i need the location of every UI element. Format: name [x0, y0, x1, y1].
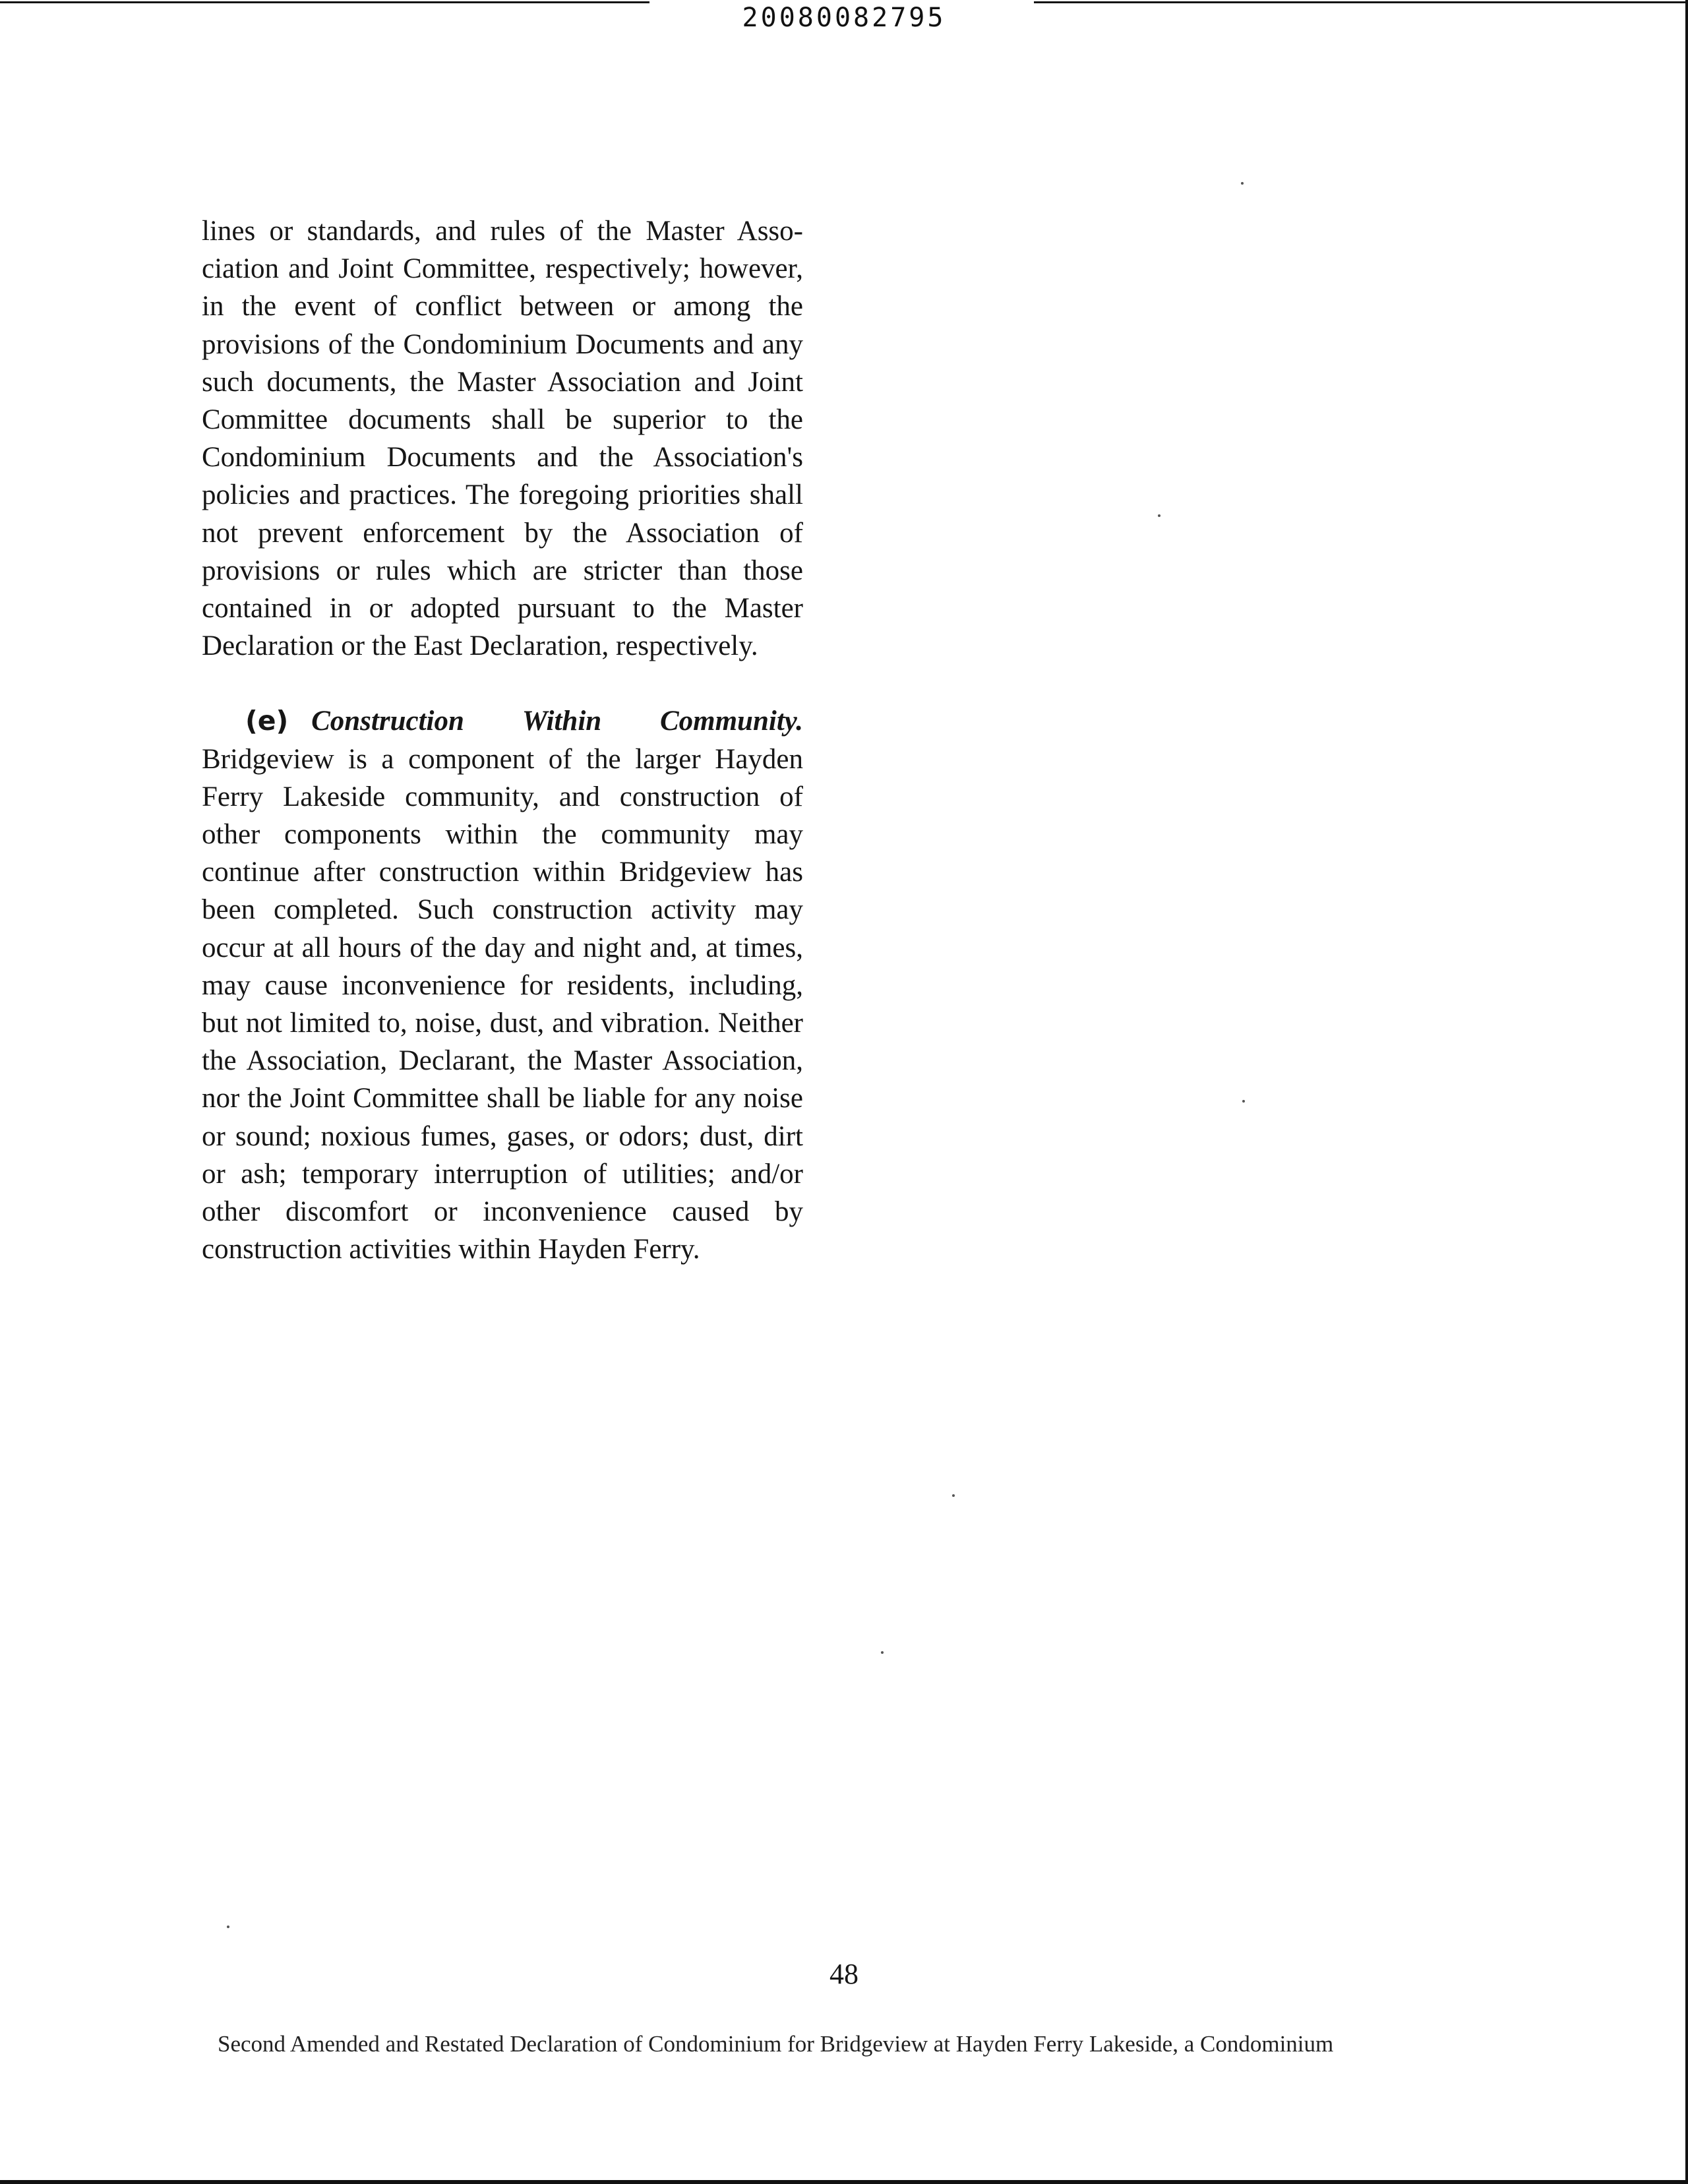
- scan-speck: [1241, 182, 1244, 185]
- scan-border-right: [1685, 0, 1688, 2184]
- scan-border-bottom: [0, 2180, 1688, 2184]
- footer-title: Second Amended and Restated Declaration of Condominium for Bridgeview at Hayden Ferry Lakeside, a Condominium: [218, 2031, 1334, 2057]
- scan-speck: [952, 1494, 955, 1497]
- continuation-paragraph: lines or standards, and rules of the Master Association and Joint Committee, respectively; however, in the event of conflict between or among the provisions of the Condominium Documents and any such documents, the Master Association and Joint Committee documents shall be superior to the Condominium Documents and the Association's policies and practices. The foregoing priorities shall not prevent enforcement by the Association of provisions or rules which are stricter than those contained in or adopted pursuant to the Master Declaration or the East Declaration, respectively.: [202, 216, 803, 662]
- section-e-text: Bridgeview is a component of the larger Hayden Ferry Lakeside community, and construction of other components within the community may continue after construction within Bridgeview has been completed. Such construction activity may occur at all hours of the day and night and, at times, may cause inconvenience for residents, including, but not limited to, noise, dust, and vibration. Neither the Association, Declarant, the Master Association, nor the Joint Committee shall be liable for any noise or sound; noxious fumes, gases, or odors; dust, dirt or ash; temporary interruption of utilities; and/or other discomfort or inconvenience caused by construction activities within Hayden Ferry.: [202, 743, 803, 1265]
- recording-number: 20080082795: [742, 3, 946, 33]
- scan-speck: [1158, 514, 1160, 517]
- section-e-paragraph: [202, 702, 803, 1268]
- text-column: [202, 212, 803, 1268]
- scan-speck: [227, 1926, 229, 1928]
- page-number: 48: [829, 1958, 859, 1990]
- section-e-label: (e): [245, 705, 289, 737]
- section-e-heading: Construction Within Community.: [311, 706, 804, 737]
- scan-speck: [881, 1651, 884, 1654]
- scan-speck: [1242, 1100, 1245, 1103]
